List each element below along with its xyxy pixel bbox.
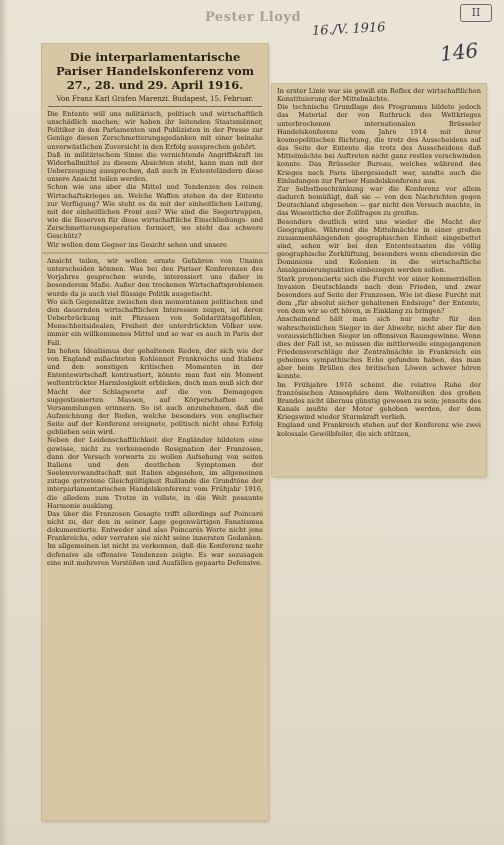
newspaper-masthead: Pester Lloyd xyxy=(205,10,302,25)
article-column-2: In erster Linie war sie gewiß ein Reflex der wirtschaftlichen Konstituierung der Mittelmächte. Die technische Grundlage des Programms bildete jedoch das Material der von Ruthruck des Weltkrieges unterbrochenen internationalen Brüsseler Handelskonferenz vom Jahre 1914 mit ihrer kosmopolitischen Richtung, die trotz des Ausscheidens auf das Seite der Entente die trotz des Ausscheidens daß Mittelmächte bei Auftreten nicht ganz restlos verschwinden konnte. Das Brüsseler Bureau, welches während des Krieges nach Paris übergesiedelt war, sandte auch die Einladungen zur Pariser Handelskonferenz aus. Zur Selbstbeschränkung war die Konferenz vor allem dadurch bemüßigt, daß sie — von den Nachrichten gegen Deutschland abgesehen — gar nicht den Versuch machte, in das Wesentliche der Zollfragen zu greifen. Besonders deutlich wird uns wieder die Macht der Geographie. Während die Mittelmächte in einer großen zusammenhängenden geographischen Einheit eingebettet sind, sehen wir bei den Ententestaaten die völlig geographische Zerklüftung, besonders wenn ebenderein die Dominions und Kolonien in die wirtschaftliche Amalgamierungsaktion einbezogen werden sollen. Stark prononcierte sich die Furcht vor einer kommerziellen Invasion Deutschlands nach dem Frieden, und zwar besonders auf Seite der Franzosen. Wie ist diese Furcht mit dem „für absolut sicher gehaltenen Endsiege" der Entente, von dem wir so oft hören, in Einklang zu bringen? Anscheinend hält man sich nur mehr für den wahrscheinlichen Sieger in der Abwehr, nicht aber für den voraussichtlichen Sieger im offensiven Raumgewinne. Wenn dies der Fall ist, so müssen die mittlerweile eingegangenen Friedensvorschläge der Zentralmächte in Frankreich ein geheimes sympathisches Echo gefunden haben, das man aber beim Brüllen des britischen Löwen schwer hören konnte. Im Frühjahre 1916 scheint die relative Ruhe der französischen Atmosphäre dem Weltereißen des großen Brandes nicht überaus günstig gewesen zu sein; jenseits des Kanals mußte der Motor gehoben werden, der dem Kriegswind wieder Sturmkraft verlieh. England und Frankreich stehen auf der Konferenz wie zwei kolossale Gewölbfeiler, die sich stützen, xyxy=(277,87,481,438)
sheet-edge-shadow xyxy=(0,0,8,845)
article-column-1-bottom: Ansicht teilen, wir wollen ernste Gefahren von Unsinn unterscheiden können. Was bei den Pariser Konferenzen des Vorjahres gesprochen wurde, interessiert uns daher in besonderem Maße. Außer den trockenen Wirtschaftsproblemen wurde da ja auch viel flüssige Politik ausgetischt. Wo sich Gegensätze zwischen den momentanen politischen und den dauernden wirtschaftlichen Interessen zeigen, ist deren Ueberbrückung mit Phrasen von Solidaritätsgefühlen, Menschheitsidealen, Freiheit der unterdrückten Völker usw. immer ein willkommenes Mittel und so war es auch in Paris der Fall. Im hohen Idealismus der gehaltenen Reden, der sich wie der von England mißachteten Kohlennot Frankreichs und Italiens und den sonstigen kritischen Momenten in der Ententewirtschaft kontrastiert, könnte man fast ein Moment weltentrückter Harmlosigkeit erblicken, doch man muß sich der Macht der Schlagworte auf die von Demagogen suggestionierten Massen, auf Körperschaften und Versammlungen erinnern. So ist auch anzunehmen, daß die Aufzeichnung der Reden, welche besonders von englischer Seite auf der Konferenz ereignete, politisch nicht ohne Erfolg geblieben sein wird. Neben der Leidenschaftlichkeit der Engländer bildeten eine gewisse, nicht zu verkennende Resignation der Franzosen, dann der Versuch vorwarts zu wollen Aufsehung von seiten Italiens und den deutlichen Symptomen der Seelenverwandtschaft mit Italien abgesehen, im allgemeinen zutage getretene Gleichgültigkeit Rußlands die Grundtöne der interparlamentarischen Handelskonferenz vom Frühjahr 1916, die alledem zum Trotze in vollste, in die Welt posaunte Harmonie ausklang. Das über die Franzosen Gesagte trifft allerdings auf Poincaré nicht zu, der den in seiner Lage gegenwärtigen Fanatismus dokumentierte. Entweder sind also Poincarés Worte nicht jene Frankreichs, oder verraten sie nicht seine innersten Gedanken. Im allgemeinen ist nicht zu verkennen, daß die Konferenz mehr defensive als offensive Tendenzen zeigte. Es war sozusagen eine mit mehreren Vorstößen und Ausfällen gepaarte Defensive. xyxy=(47,257,263,567)
handwritten-date: 16./V. 1916 xyxy=(311,20,386,39)
clipping-right xyxy=(272,84,486,476)
article-byline: Von Franz Karl Grafen Marenzi. Budapest, 15. Februar. xyxy=(48,94,262,107)
article-column-1-top: Die Entente will uns militärisch, politisch und wirtschaftlich unschädlich machen; wir haben ihr leitenden Staatsmänner, Politiker in den Parlamenten und Publizisten in der Presse zur Genüge diesen Zerschmetterungsgedanken mit einer beinahe unverwüstlichen Zuversicht in den Erfolg aussprechen gehört. Daß in militärischem Sinne die vernichtende Angriffskraft im Widerhallmittel zu diesem Absichten steht, kann man mit der Ueberzeugung aussprechen, daß auch in Ententeländern diese unsere Ansicht teilen werden. Schon wie uns aber die Mittel und Tendenzen des reinen Wirtschaftskrieges an. Welche Waffen stehen da der Entente zur Verfügung? Wie steht es da mit der einheitlichen Leitung, mit der einheitlichen Front aus? Wie sind die Siegertruppen, wie die Reserven für diese wirtschaftliche Einschließungs- und Zerschmetterungsoperation formiert, wo steht das schwere Geschütz? Wir wollen dem Gegner ins Gesicht sehen und unsere xyxy=(47,110,263,249)
handwritten-page-number: 146 xyxy=(438,38,480,66)
archive-stamp: II xyxy=(460,4,492,22)
clipping-left-bottom xyxy=(42,254,268,820)
article-title: Die interparlamentarische Pariser Handelskonferenz vom 27., 28. und 29. April 1916. xyxy=(55,50,254,92)
clipping-left-top xyxy=(42,44,268,254)
clipping-overlap-edge xyxy=(42,252,268,254)
